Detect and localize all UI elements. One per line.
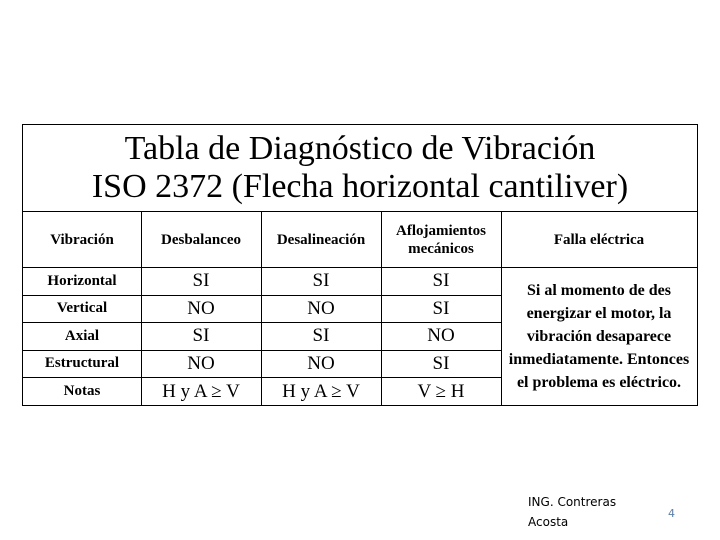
table-cell: V ≥ H <box>417 380 465 402</box>
title-line-1: Tabla de Diagnóstico de Vibración <box>124 130 596 167</box>
table-title <box>23 125 697 212</box>
header-falla-electrica: Falla eléctrica <box>553 231 645 248</box>
table-cell: SI <box>192 325 210 346</box>
table-cell: H y A ≥ V <box>162 380 240 402</box>
table-cell: SI <box>312 270 330 291</box>
table-cell: SI <box>192 270 210 291</box>
table-cell: SI <box>432 352 450 374</box>
page-number: 4 <box>668 507 675 520</box>
table-cell: NO <box>307 352 335 374</box>
row-label-axial: Axial <box>64 327 100 344</box>
title-line-2: ISO 2372 (Flecha horizontal cantiliver) <box>91 168 629 205</box>
row-label-estructural: Estructural <box>44 355 120 371</box>
table-cell: SI <box>432 270 450 291</box>
header-vibracion: Vibración <box>50 231 114 248</box>
table-cell: H y A ≥ V <box>282 380 360 402</box>
table-cell: SI <box>432 297 450 319</box>
row-label-horizontal: Horizontal <box>47 272 117 289</box>
header-desbalanceo: Desbalanceo <box>161 231 241 248</box>
row-label-notas: Notas <box>63 383 101 399</box>
table-cell: NO <box>427 325 455 346</box>
table-cell: NO <box>187 297 215 319</box>
row-label-vertical: Vertical <box>56 300 108 316</box>
author-footer: ING. Contreras Acosta <box>528 495 617 529</box>
table-cell: NO <box>187 352 215 374</box>
table-cell: NO <box>307 297 335 319</box>
diagnostic-table-frame <box>22 124 698 406</box>
header-desalineacion: Desalineación <box>276 231 366 248</box>
table-grid <box>23 212 697 406</box>
header-aflojamientos: Aflojamientos mecánicos <box>396 222 486 257</box>
table-cell: SI <box>312 325 330 346</box>
electrical-fault-note: Si al momento de des energizar el motor, la vibración desaparece inmediatamente. Entonces el problema es eléctrico. <box>508 282 690 391</box>
